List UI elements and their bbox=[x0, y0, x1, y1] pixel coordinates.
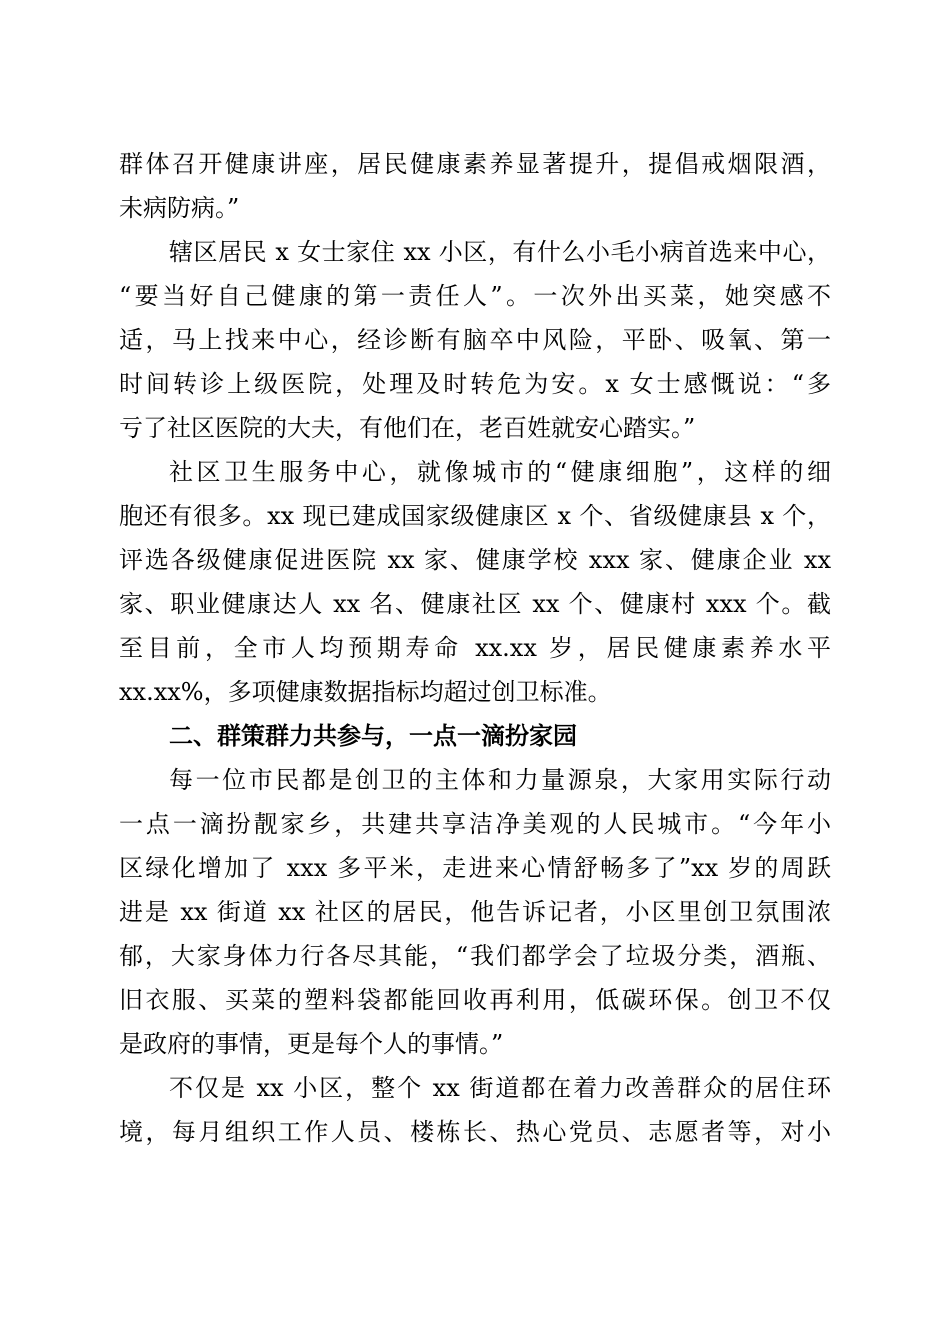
text-line: 评选各级健康促进医院 xx 家、健康学校 xxx 家、健康企业 xx bbox=[119, 546, 831, 574]
text-line: 适，马上找来中心，经诊断有脑卒中风险，平卧、吸氧、第一 bbox=[119, 326, 831, 354]
text-line: 境，每月组织工作人员、楼栋长、热心党员、志愿者等，对小 bbox=[119, 1118, 831, 1146]
text-line: 胞还有很多。xx 现已建成国家级健康区 x 个、省级健康县 x 个， bbox=[119, 502, 831, 530]
text-line: 群体召开健康讲座，居民健康素养显著提升，提倡戒烟限酒， bbox=[119, 150, 831, 178]
section-heading bbox=[119, 714, 831, 758]
text-line: 是政府的事情，更是每个人的事情。” bbox=[119, 1030, 504, 1058]
paragraph-5 bbox=[119, 1066, 831, 1154]
paragraph-1 bbox=[119, 142, 831, 230]
text-line: 一点一滴扮靓家乡，共建共享洁净美观的人民城市。“今年小 bbox=[119, 810, 831, 838]
text-line: 进是 xx 街道 xx 社区的居民，他告诉记者，小区里创卫氛围浓 bbox=[119, 898, 831, 926]
text-line: 旧衣服、买菜的塑料袋都能回收再利用，低碳环保。创卫不仅 bbox=[119, 986, 831, 1014]
text-line: 社区卫生服务中心，就像城市的“健康细胞”，这样的细 bbox=[169, 458, 831, 486]
text-line: 郁，大家身体力行各尽其能，“我们都学会了垃圾分类，酒瓶、 bbox=[119, 942, 831, 970]
text-line: 辖区居民 x 女士家住 xx 小区，有什么小毛小病首选来中心， bbox=[169, 238, 831, 266]
text-line: 未病防病。” bbox=[119, 194, 240, 222]
paragraph-3 bbox=[119, 450, 831, 714]
text-line: 家、职业健康达人 xx 名、健康社区 xx 个、健康村 xxx 个。截 bbox=[119, 590, 831, 618]
heading-text: 二、群策群力共参与，一点一滴扮家园 bbox=[169, 722, 577, 750]
paragraph-2 bbox=[119, 230, 831, 450]
text-line: “要当好自己健康的第一责任人”。一次外出买菜，她突感不 bbox=[119, 282, 831, 310]
text-line: 不仅是 xx 小区，整个 xx 街道都在着力改善群众的居住环 bbox=[169, 1074, 831, 1102]
text-line: xx.xx%，多项健康数据指标均超过创卫标准。 bbox=[119, 678, 612, 706]
text-line: 亏了社区医院的大夫，有他们在，老百姓就安心踏实。” bbox=[119, 414, 696, 442]
text-line: 每一位市民都是创卫的主体和力量源泉，大家用实际行动 bbox=[169, 766, 831, 794]
text-line: 区绿化增加了 xxx 多平米，走进来心情舒畅多了”xx 岁的周跃 bbox=[119, 854, 831, 882]
document-body bbox=[119, 142, 831, 1154]
text-line: 至目前，全市人均预期寿命 xx.xx 岁，居民健康素养水平 bbox=[119, 634, 831, 662]
text-line: 时间转诊上级医院，处理及时转危为安。x 女士感慨说：“多 bbox=[119, 370, 831, 398]
paragraph-4 bbox=[119, 758, 831, 1066]
